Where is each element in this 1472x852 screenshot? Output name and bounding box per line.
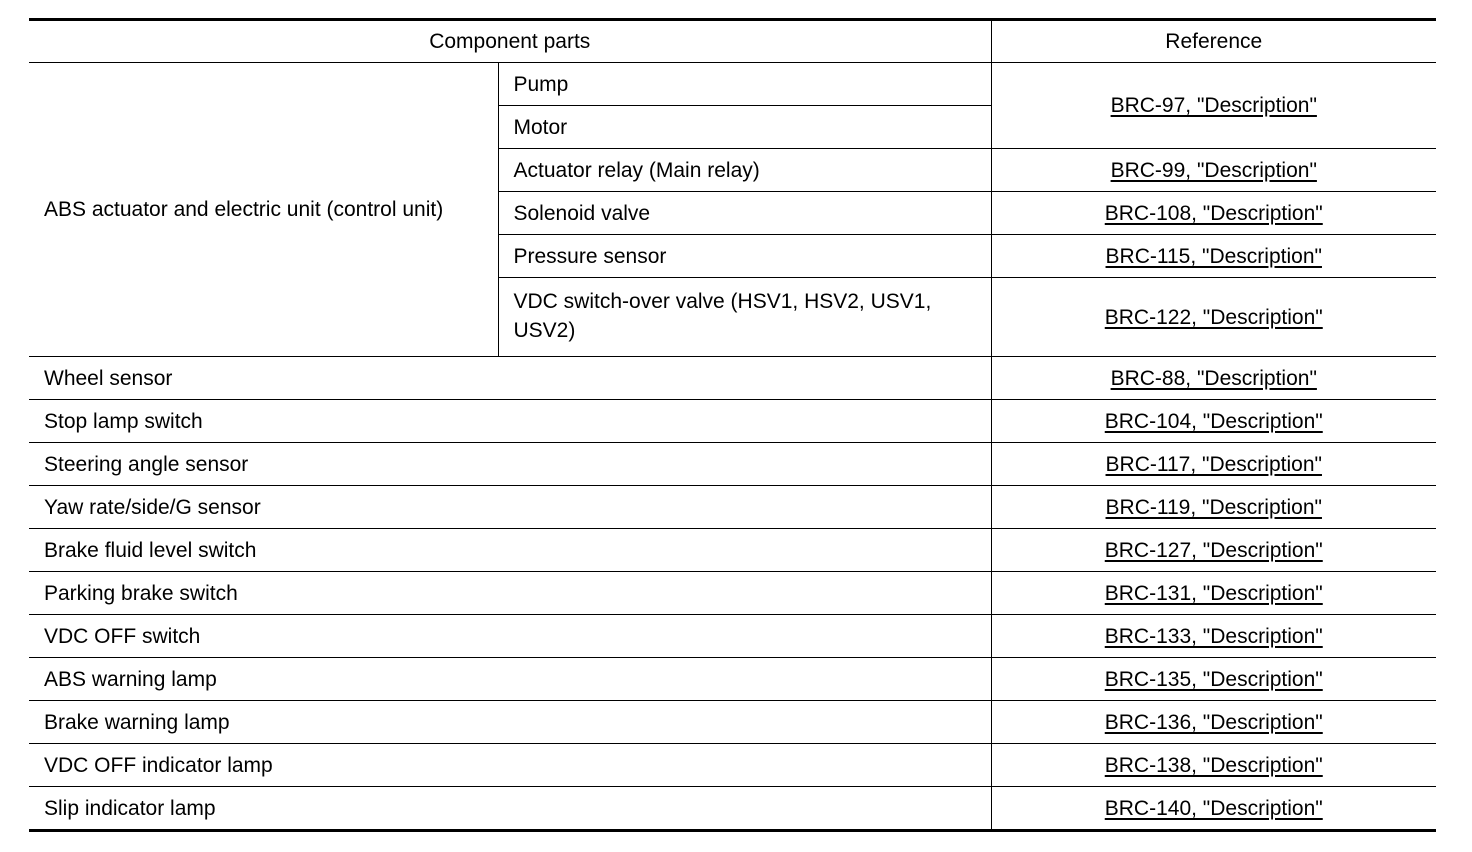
table-row: [29, 658, 1436, 701]
table-row: [29, 701, 1436, 744]
ref-cell: [991, 658, 1436, 701]
part-label: Brake fluid level switch: [29, 529, 991, 572]
ref-link-solenoid-valve[interactable]: BRC-108, "Description": [1104, 201, 1323, 225]
table-row: [29, 529, 1436, 572]
part-label: Wheel sensor: [29, 357, 991, 400]
table-row: [29, 486, 1436, 529]
header-component-parts: Component parts: [29, 20, 991, 63]
ref-link[interactable]: BRC-127, "Description": [1104, 538, 1323, 562]
ref-link[interactable]: BRC-140, "Description": [1104, 796, 1323, 820]
ref-solenoid-valve: [991, 192, 1436, 235]
part-pressure-sensor: Pressure sensor: [498, 235, 991, 278]
part-label: Brake warning lamp: [29, 701, 991, 744]
ref-cell: [991, 615, 1436, 658]
part-solenoid-valve: Solenoid valve: [498, 192, 991, 235]
part-pump: Pump: [498, 63, 991, 106]
ref-pressure-sensor: [991, 235, 1436, 278]
part-vdc-valve: VDC switch-over valve (HSV1, HSV2, USV1, USV2): [498, 278, 991, 357]
part-label: VDC OFF indicator lamp: [29, 744, 991, 787]
ref-cell: [991, 572, 1436, 615]
ref-cell: [991, 787, 1436, 831]
part-label: Slip indicator lamp: [29, 787, 991, 831]
ref-link-pump-motor[interactable]: BRC-97, "Description": [1110, 94, 1317, 117]
ref-link[interactable]: BRC-135, "Description": [1104, 667, 1323, 691]
ref-link[interactable]: BRC-88, "Description": [1110, 366, 1317, 390]
part-label: Yaw rate/side/G sensor: [29, 486, 991, 529]
ref-actuator-relay: [991, 149, 1436, 192]
table-row: [29, 615, 1436, 658]
part-label: Steering angle sensor: [29, 443, 991, 486]
ref-link-actuator-relay[interactable]: BRC-99, "Description": [1110, 158, 1317, 182]
ref-pump-motor: [991, 63, 1436, 149]
table-row: [29, 744, 1436, 787]
part-actuator-relay: Actuator relay (Main relay): [498, 149, 991, 192]
ref-cell: [991, 486, 1436, 529]
ref-cell: [991, 443, 1436, 486]
ref-cell: [991, 744, 1436, 787]
ref-link-pressure-sensor[interactable]: BRC-115, "Description": [1105, 244, 1322, 268]
table-row: [29, 400, 1436, 443]
part-label: VDC OFF switch: [29, 615, 991, 658]
ref-cell: [991, 357, 1436, 400]
ref-link[interactable]: BRC-117, "Description": [1105, 452, 1322, 476]
abs-unit-label: ABS actuator and electric unit (control unit): [29, 63, 498, 357]
ref-link[interactable]: BRC-131, "Description": [1104, 581, 1323, 605]
ref-link[interactable]: BRC-119, "Description": [1105, 495, 1322, 519]
ref-link-vdc-valve[interactable]: BRC-122, "Description": [1104, 305, 1323, 329]
table-row: [29, 357, 1436, 400]
ref-cell: [991, 529, 1436, 572]
part-label: ABS warning lamp: [29, 658, 991, 701]
ref-cell: [991, 701, 1436, 744]
table-row: [29, 572, 1436, 615]
part-label: Stop lamp switch: [29, 400, 991, 443]
table-row: [29, 63, 1436, 106]
header-row: [29, 20, 1436, 63]
ref-cell: [991, 400, 1436, 443]
ref-link[interactable]: BRC-136, "Description": [1104, 710, 1323, 734]
table-row: [29, 443, 1436, 486]
header-reference: Reference: [991, 20, 1436, 63]
ref-vdc-valve: [991, 278, 1436, 357]
ref-link[interactable]: BRC-138, "Description": [1104, 753, 1323, 777]
part-motor: Motor: [498, 106, 991, 149]
ref-link[interactable]: BRC-104, "Description": [1104, 409, 1323, 433]
component-reference-table: [29, 18, 1436, 832]
part-label: Parking brake switch: [29, 572, 991, 615]
table-row: [29, 787, 1436, 831]
ref-link[interactable]: BRC-133, "Description": [1104, 624, 1323, 648]
